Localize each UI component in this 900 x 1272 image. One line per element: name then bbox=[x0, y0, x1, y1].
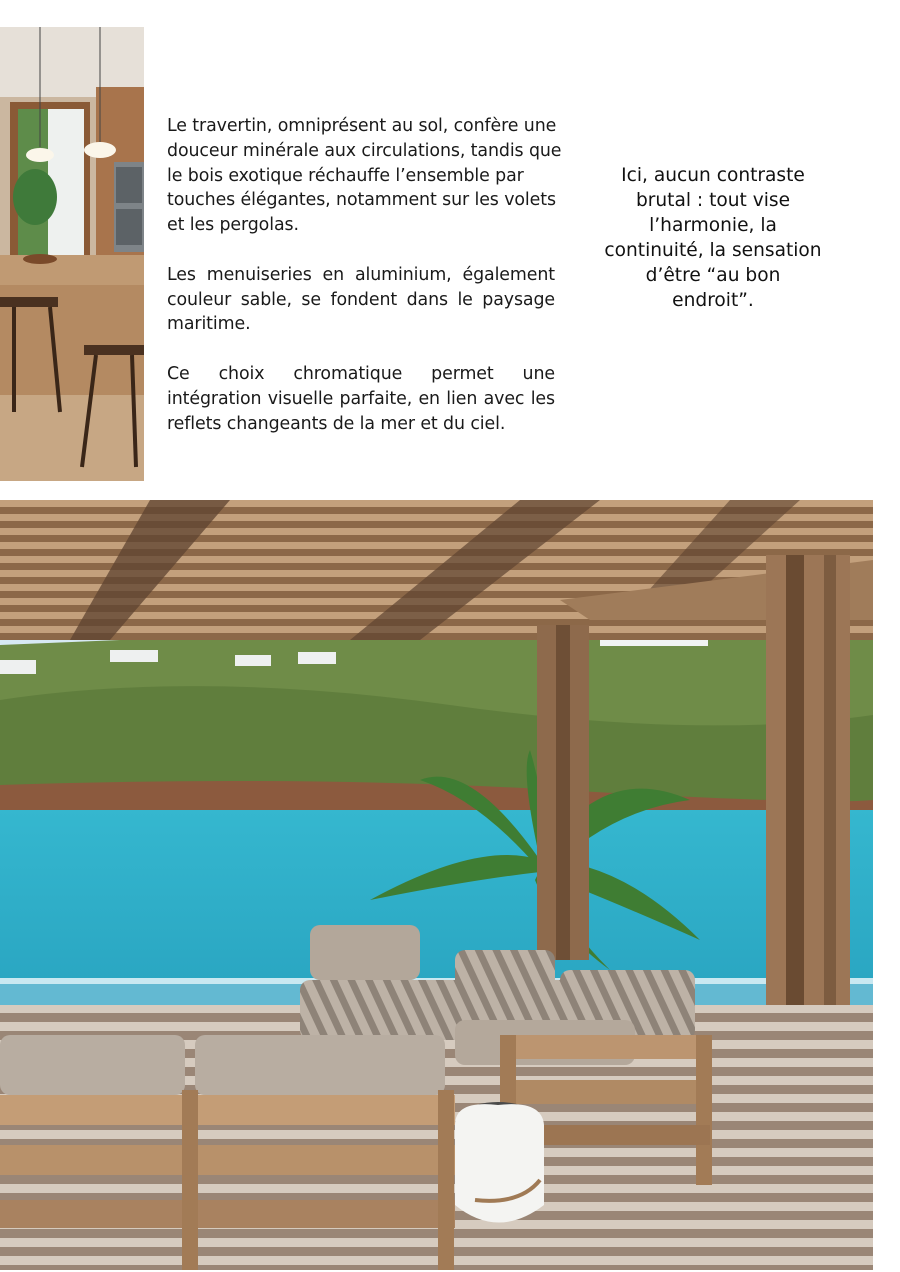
body-text-column bbox=[167, 114, 562, 461]
body-paragraph-2: Les menuiseries en aluminium, également couleur sable, se fondent dans le paysage maritime. bbox=[167, 264, 555, 335]
body-paragraph-1: Le travertin, omniprésent au sol, confère une douceur minérale aux circulations, tandis que le bois exotique réchauffe l’ensemble par touches élégantes, notamment sur les volets et les pergolas. bbox=[167, 116, 562, 236]
terrace-photo bbox=[0, 500, 873, 1270]
kitchen-photo bbox=[0, 27, 144, 481]
body-paragraph-3: Ce choix chromatique permet une intégration visuelle parfaite, en lien avec les reflets changeants de la mer et du ciel. bbox=[167, 363, 555, 434]
pull-quote: Ici, aucun contraste brutal : tout vise l’harmonie, la continuité, la sensation d’être “au bon endroit”. bbox=[604, 165, 822, 311]
